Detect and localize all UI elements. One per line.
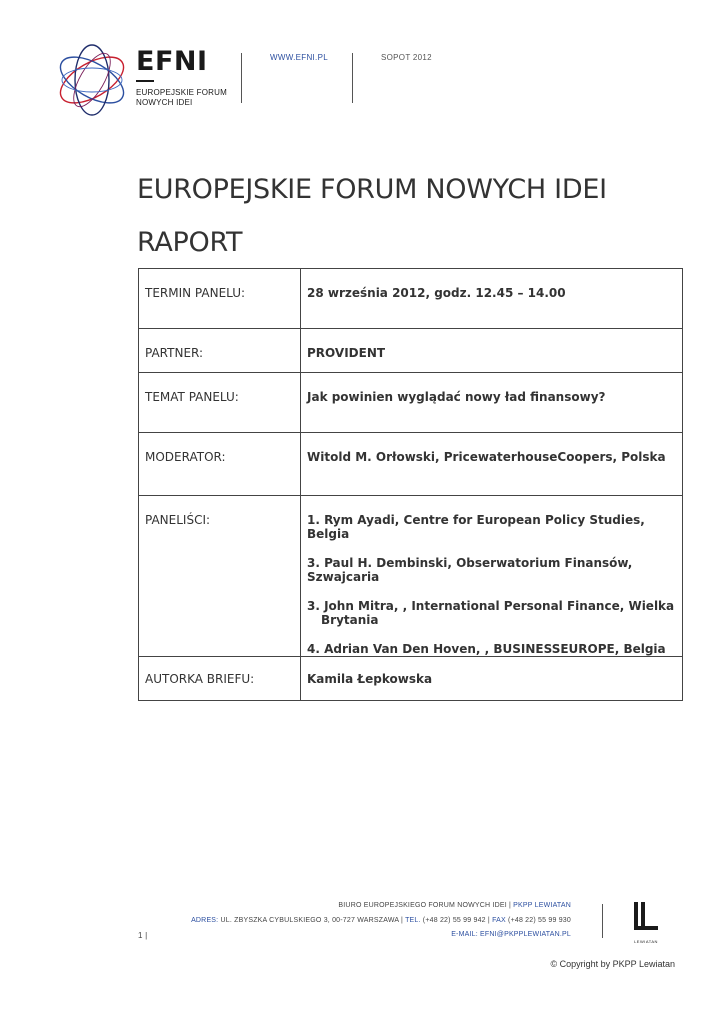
temat-label: TEMAT PANELU: xyxy=(145,390,239,404)
footer-email xyxy=(451,931,571,938)
footer-tel-label: TEL. xyxy=(405,917,421,924)
partner-value: PROVIDENT xyxy=(307,346,386,360)
moderator-name: Witold M. Orłowski, PricewaterhouseCoopers xyxy=(307,450,613,464)
table-row-termin xyxy=(139,269,683,329)
footer-divider xyxy=(602,904,603,938)
document-subtitle: RAPORT xyxy=(137,227,243,258)
logo-subtitle-line1: EUROPEJSKIE FORUM xyxy=(136,88,227,97)
footer-fax-label: FAX xyxy=(492,917,506,924)
table-row-panelisci xyxy=(139,496,683,657)
footer-email-value[interactable]: EFNI@PKPPLEWIATAN.PL xyxy=(477,931,571,938)
panelist-item: 3. Paul H. Dembinski, Obserwatorium Finansów, Szwajcaria xyxy=(307,556,633,584)
panelist-item: 1. Rym Ayadi, Centre for European Policy Studies, Belgia xyxy=(307,513,645,541)
footer-address-value: UL. ZBYSZKA CYBULSKIEGO 3, 00-727 WARSZAWA | xyxy=(218,917,406,924)
moderator-country: , Polska xyxy=(612,450,666,464)
footer-office xyxy=(338,902,571,909)
panelist-item: 4. Adrian Van Den Hoven, , BUSINESSEUROPE, Belgia xyxy=(307,642,666,656)
panelisci-label: PANELIŚCI: xyxy=(145,513,211,527)
lewiatan-logo-text: LEWIATAN xyxy=(634,939,658,944)
logo-subtitle-line2: NOWYCH IDEI xyxy=(136,98,193,107)
panelist-text-continuation: Brytania xyxy=(321,613,379,627)
moderator-label: MODERATOR: xyxy=(145,450,226,464)
website-link[interactable]: WWW.EFNI.PL xyxy=(270,53,328,62)
report-table xyxy=(138,268,683,701)
table-row-partner xyxy=(139,329,683,373)
efni-emblem-icon xyxy=(54,42,130,118)
logo-rule xyxy=(136,80,154,82)
footer-fax-value: (+48 22) 55 99 930 xyxy=(505,917,571,924)
termin-label: TERMIN PANELU: xyxy=(145,286,246,300)
partner-label: PARTNER: xyxy=(145,346,204,360)
copyright: © Copyright by PKPP Lewiatan xyxy=(550,959,675,969)
table-row-moderator xyxy=(139,433,683,496)
lewiatan-logo xyxy=(626,900,666,942)
moderator-value xyxy=(301,433,682,464)
table-row-temat xyxy=(139,373,683,433)
termin-value: 28 września 2012, godz. 12.45 – 14.00 xyxy=(307,286,566,300)
panelisci-list xyxy=(301,496,682,656)
footer-address-label: ADRES: xyxy=(191,917,219,924)
footer-address xyxy=(191,917,571,924)
footer-org-name: PKPP LEWIATAN xyxy=(513,902,571,909)
footer-office-name: BIURO EUROPEJSKIEGO FORUM NOWYCH IDEI | xyxy=(338,902,514,909)
footer-email-label: E-MAIL: xyxy=(451,931,478,938)
header-divider-2 xyxy=(352,53,353,103)
logo-wordmark: EFNI xyxy=(136,46,208,77)
event-label: SOPOT 2012 xyxy=(381,53,432,62)
lewiatan-logo-icon xyxy=(626,900,666,934)
header-divider-1 xyxy=(241,53,242,103)
panelist-item xyxy=(307,599,676,627)
temat-value: Jak powinien wyglądać nowy ład finansowy? xyxy=(307,390,606,404)
table-row-autorka xyxy=(139,657,683,701)
autorka-label: AUTORKA BRIEFU: xyxy=(145,672,255,686)
document-title: EUROPEJSKIE FORUM NOWYCH IDEI xyxy=(137,174,607,205)
page-number: 1 | xyxy=(138,931,148,940)
autorka-value: Kamila Łepkowska xyxy=(307,672,433,686)
footer-tel-value: (+48 22) 55 99 942 | xyxy=(420,917,493,924)
panelist-text: 3. John Mitra, , International Personal Finance, Wielka xyxy=(307,599,675,613)
efni-logo xyxy=(54,42,244,120)
